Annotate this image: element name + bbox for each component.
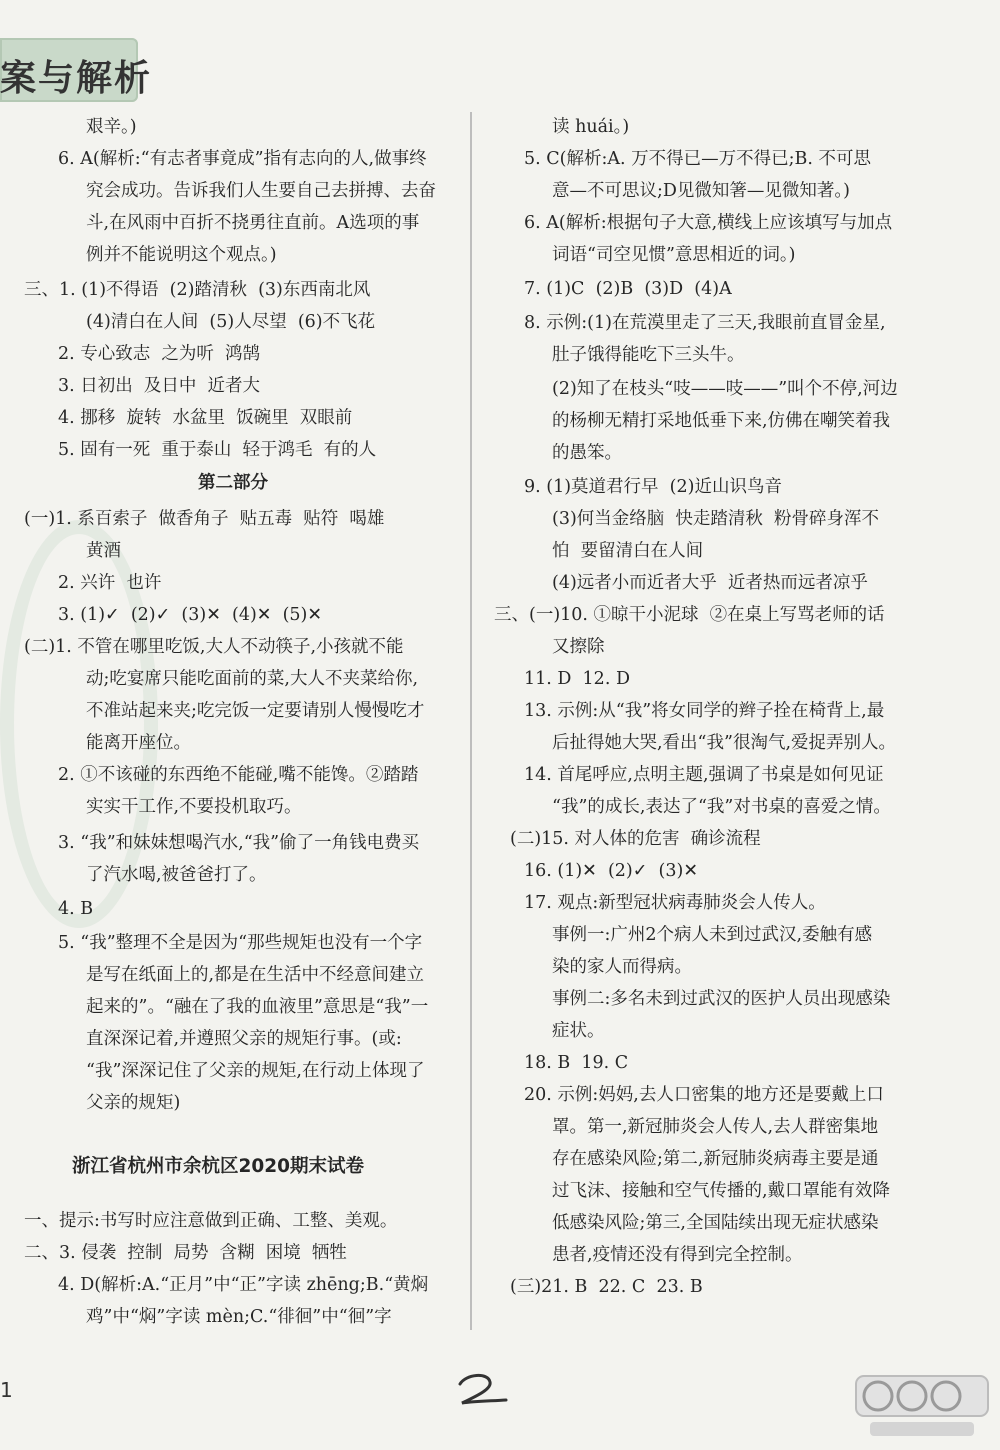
text-line: 症状。: [552, 1021, 605, 1041]
text-line: 一、提示:书写时应注意做到正确、工整、美观。: [24, 1211, 398, 1231]
text-line: 是写在纸面上的,都是在生活中不经意间建立: [86, 965, 425, 985]
text-line: 3. 日初出 及日中 近者大: [58, 376, 261, 396]
text-line: 17. 观点:新型冠状病毒肺炎会人传人。: [524, 893, 826, 913]
text-line: 直深深记着,并遵照父亲的规矩行事。(或:: [86, 1029, 402, 1049]
text-line: 词语“司空见惯”意思相近的词。): [552, 245, 796, 265]
text-line: 读 huái。): [552, 117, 630, 137]
text-line: 16. (1)✕ (2)✓ (3)✕: [524, 861, 699, 881]
left-page-number: 1: [0, 1378, 13, 1402]
text-line: 染的家人而得病。: [552, 957, 692, 977]
text-line: 事例二:多名未到过武汉的医护人员出现感染: [552, 989, 891, 1009]
text-line: (2)知了在枝头“吱——吱——”叫个不停,河边: [552, 379, 898, 399]
text-line: 5. 固有一死 重于泰山 轻于鸿毛 有的人: [58, 440, 377, 460]
text-line: (3)何当金络脑 快走踏清秋 粉骨碎身浑不: [552, 509, 880, 529]
text-line: 艰辛。): [86, 117, 137, 137]
text-line: 7. (1)C (2)B (3)D (4)A: [524, 279, 732, 299]
section-heading: 第二部分: [198, 473, 268, 493]
text-line: 低感染风险;第三,全国陆续出现无症状感染: [552, 1213, 879, 1233]
text-line: 8. 示例:(1)在荒漠里走了三天,我眼前直冒金星,: [524, 313, 886, 333]
text-line: 4. D(解析:A.“正月”中“正”字读 zhēng;B.“黄焖: [58, 1275, 429, 1295]
text-line: 20. 示例:妈妈,去人口密集的地方还是要戴上口: [524, 1085, 884, 1105]
text-line: 三、(一)10. ①晾干小泥球 ②在桌上写骂老师的话: [494, 605, 885, 625]
text-line: “我”的成长,表达了“我”对书桌的喜爱之情。: [552, 797, 891, 817]
text-line: 又擦除: [552, 637, 605, 657]
text-line: 肚子饿得能吃下三头牛。: [552, 345, 745, 365]
handwritten-page-mark: [452, 1370, 512, 1408]
text-line: 罩。第一,新冠肺炎会人传人,去人群密集地: [552, 1117, 879, 1137]
text-line: 3. (1)✓ (2)✓ (3)✕ (4)✕ (5)✕: [58, 605, 323, 625]
text-line: 18. B 19. C: [524, 1053, 629, 1073]
text-line: 黄酒: [86, 541, 121, 561]
text-line: 9. (1)莫道君行早 (2)近山识鸟音: [524, 477, 782, 497]
text-line: 起来的”。“融在了我的血液里”意思是“我”一: [86, 997, 429, 1017]
text-line: 的杨柳无精打采地低垂下来,仿佛在嘲笑着我: [552, 411, 891, 431]
column-divider: [470, 112, 472, 1330]
text-line: 动;吃宴席只能吃面前的菜,大人不夹菜给你,: [86, 669, 419, 689]
text-line: 事例一:广州2个病人未到过武汉,委触有感: [552, 925, 873, 945]
text-line: 不准站起来夹;吃完饭一定要请别人慢慢吃才: [86, 701, 425, 721]
text-line: 的愚笨。: [552, 443, 622, 463]
text-line: (三)21. B 22. C 23. B: [510, 1277, 703, 1297]
text-line: 5. “我”整理不全是因为“那些规矩也没有一个字: [58, 933, 423, 953]
text-line: 怕 要留清白在人间: [552, 541, 704, 561]
exam-title: 浙江省杭州市余杭区2020期末试卷: [72, 1156, 364, 1177]
text-line: (4)清白在人间 (5)人尽望 (6)不飞花: [86, 312, 376, 332]
text-line: 意—不可思议;D见微知箸—见微知著。): [552, 181, 851, 201]
text-line: 14. 首尾呼应,点明主题,强调了书桌是如何见证: [524, 765, 884, 785]
text-line: 例并不能说明这个观点。): [86, 245, 277, 265]
text-line: 能离开座位。: [86, 733, 191, 753]
text-line: 3. “我”和妹妹想喝汽水,“我”偷了一角钱电费买: [58, 833, 420, 853]
text-line: (一)1. 系百索子 做香角子 贴五毒 贴符 喝雄: [24, 509, 385, 529]
text-line: 究会成功。告诉我们人生要自己去拼搏、去奋: [86, 181, 436, 201]
text-line: 鸡”中“焖”字读 mèn;C.“徘徊”中“徊”字: [86, 1307, 392, 1327]
text-line: 4. 挪移 旋转 水盆里 饭碗里 双眼前: [58, 408, 353, 428]
text-line: 6. A(解析:“有志者事竟成”指有志向的人,做事终: [58, 149, 427, 169]
text-line: 实实干工作,不要投机取巧。: [86, 797, 302, 817]
site-logo-icon: [852, 1370, 992, 1442]
text-line: “我”深深记住了父亲的规矩,在行动上体现了: [86, 1061, 425, 1081]
text-line: 2. ①不该碰的东西绝不能碰,嘴不能馋。②踏踏: [58, 765, 419, 785]
text-line: 2. 专心致志 之为听 鸿鹄: [58, 344, 261, 364]
text-line: 13. 示例:从“我”将女同学的辫子拴在椅背上,最: [524, 701, 885, 721]
text-line: (二)1. 不管在哪里吃饭,大人不动筷子,小孩就不能: [24, 637, 404, 657]
text-line: 父亲的规矩): [86, 1093, 181, 1113]
text-line: 过飞沫、接触和空气传播的,戴口罩能有效降: [552, 1181, 891, 1201]
text-line: 二、3. 侵袭 控制 局势 含糊 困境 牺牲: [24, 1243, 347, 1263]
text-line: 患者,疫情还没有得到完全控制。: [552, 1245, 803, 1265]
text-line: (4)远者小而近者大乎 近者热而远者凉乎: [552, 573, 868, 593]
text-line: 5. C(解析:A. 万不得已—万不得已;B. 不可思: [524, 149, 872, 169]
text-line: 4. B: [58, 899, 94, 919]
text-line: 存在感染风险;第二,新冠肺炎病毒主要是通: [552, 1149, 879, 1169]
text-line: 6. A(解析:根据句子大意,横线上应该填写与加点: [524, 213, 893, 233]
text-line: 后扯得她大哭,看出“我”很淘气,爱捉弄别人。: [552, 733, 897, 753]
text-line: 三、1. (1)不得语 (2)踏清秋 (3)东西南北风: [24, 280, 371, 300]
text-line: 斗,在风雨中百折不挠勇往直前。A选项的事: [86, 213, 420, 233]
text-line: (二)15. 对人体的危害 确诊流程: [510, 829, 761, 849]
text-line: 11. D 12. D: [524, 669, 630, 689]
text-line: 2. 兴许 也许: [58, 573, 162, 593]
text-line: 了汽水喝,被爸爸打了。: [86, 865, 267, 885]
header-title: 案与解析: [0, 58, 153, 99]
